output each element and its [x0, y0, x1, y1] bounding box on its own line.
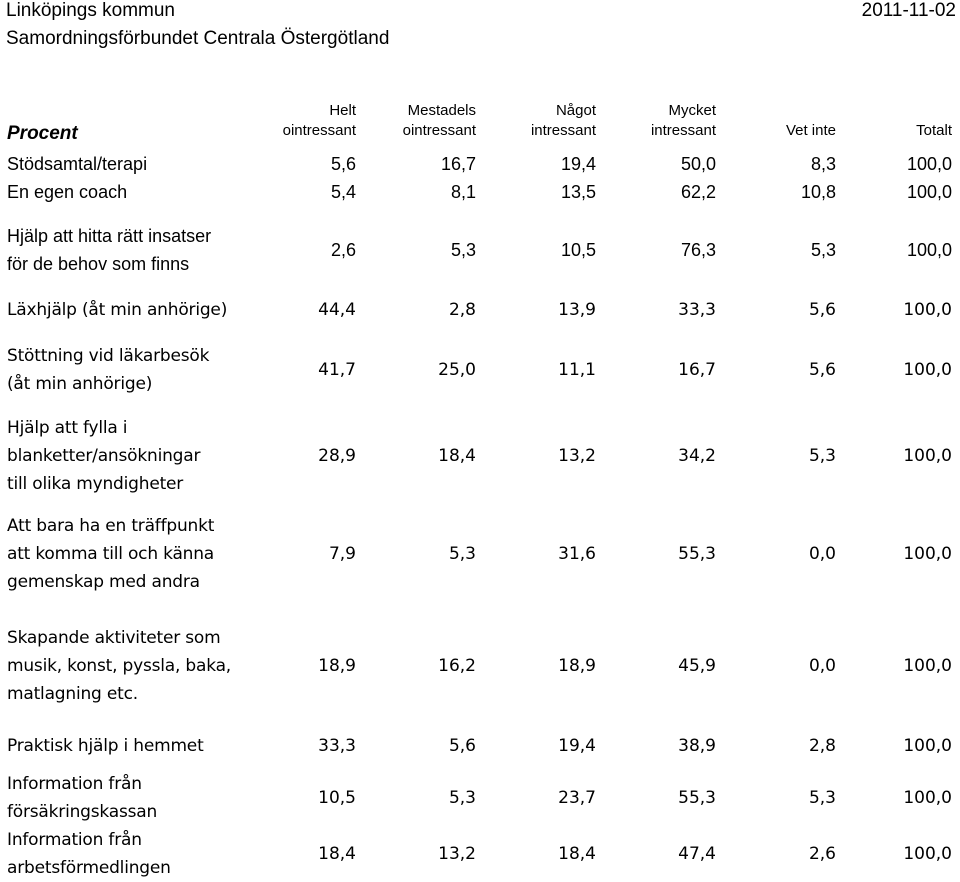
table-cell: 28,9 [318, 446, 356, 466]
table-cell: 8,3 [810, 154, 836, 174]
row-label: Information från försäkringskassan [7, 774, 158, 822]
column-header [616, 101, 716, 141]
table-cell: 100,0 [906, 240, 952, 260]
table-cell: 13,2 [558, 446, 596, 466]
row-label: Läxhjälp (åt min anhörige) [7, 300, 228, 320]
table-cell: 100,0 [903, 446, 952, 466]
table-cell: 38,9 [678, 736, 716, 756]
table-cell: 45,9 [678, 656, 716, 676]
table-cell: 5,3 [450, 240, 476, 260]
table-corner-label: Procent [7, 123, 78, 144]
table-cell: 18,9 [558, 656, 596, 676]
table-cell: 76,3 [680, 240, 716, 260]
row-label: Skapande aktiviteter som musik, konst, pyssla, baka, matlagning etc. [7, 628, 232, 704]
table-cell: 2,8 [448, 300, 476, 320]
table-cell: 2,6 [808, 844, 836, 864]
table-cell: 8,1 [450, 182, 476, 202]
organization-name: Linköpings kommun [6, 0, 175, 21]
column-header-line2: ointressant [402, 122, 476, 139]
row-label: Praktisk hjälp i hemmet [7, 736, 204, 756]
table-cell: 19,4 [560, 154, 596, 174]
row-label: Hjälp att fylla i blanketter/ansökningar till olika myndigheter [7, 418, 201, 494]
table-cell: 5,4 [330, 182, 356, 202]
table-cell: 100,0 [906, 154, 952, 174]
table-cell: 13,5 [560, 182, 596, 202]
table-cell: 2,8 [808, 736, 836, 756]
table-cell: 5,3 [448, 544, 476, 564]
table-cell: 18,4 [558, 844, 596, 864]
table-cell: 50,0 [680, 154, 716, 174]
table-cell: 5,6 [448, 736, 476, 756]
table-cell: 16,7 [440, 154, 476, 174]
organization-subtitle: Samordningsförbundet Centrala Östergötland [6, 28, 390, 49]
column-header-line2: intressant [530, 122, 596, 139]
row-label: En egen coach [7, 182, 128, 202]
table-cell: 55,3 [678, 788, 716, 808]
row-label: Hjälp att hitta rätt insatser för de behov som finns [7, 226, 212, 274]
table-cell: 2,6 [330, 240, 356, 260]
row-label: Stöttning vid läkarbesök (åt min anhörige) [7, 346, 210, 394]
row-label: Att bara ha en träffpunkt att komma till och känna gemenskap med andra [7, 516, 215, 592]
column-header [496, 101, 596, 141]
table-cell: 16,7 [678, 360, 716, 380]
table-cell: 18,4 [318, 844, 356, 864]
table-cell: 33,3 [318, 736, 356, 756]
report-date: 2011-11-02 [861, 0, 956, 21]
row-label: Information från arbetsförmedlingen [7, 830, 171, 878]
table-cell: 55,3 [678, 544, 716, 564]
column-header-line1: Mestadels [407, 102, 476, 119]
table-cell: 11,1 [558, 360, 596, 380]
column-header [376, 101, 476, 141]
table-cell: 100,0 [903, 656, 952, 676]
column-header-line2: Vet inte [785, 122, 836, 139]
column-header [852, 101, 952, 141]
table-cell: 100,0 [903, 788, 952, 808]
table-cell: 10,8 [800, 182, 836, 202]
column-header-line2: intressant [650, 122, 716, 139]
column-header-line2: ointressant [282, 122, 356, 139]
column-header-line1 [852, 101, 952, 121]
table-cell: 100,0 [903, 844, 952, 864]
column-header-line1 [736, 101, 836, 121]
table-cell: 41,7 [318, 360, 356, 380]
table-cell: 7,9 [328, 544, 356, 564]
table-cell: 5,3 [448, 788, 476, 808]
column-header-line1: Något [555, 102, 596, 119]
table-cell: 5,6 [808, 300, 836, 320]
row-label: Stödsamtal/terapi [7, 154, 148, 174]
table-cell: 100,0 [903, 544, 952, 564]
table-cell: 33,3 [678, 300, 716, 320]
table-cell: 10,5 [318, 788, 356, 808]
table-cell: 5,3 [810, 240, 836, 260]
table-cell: 13,2 [438, 844, 476, 864]
table-cell: 62,2 [680, 182, 716, 202]
table-cell: 100,0 [903, 360, 952, 380]
table-cell: 18,4 [438, 446, 476, 466]
column-header-line1: Mycket [668, 102, 716, 119]
table-cell: 19,4 [558, 736, 596, 756]
table-cell: 10,5 [560, 240, 596, 260]
table-cell: 16,2 [438, 656, 476, 676]
table-cell: 25,0 [438, 360, 476, 380]
table-cell: 5,3 [808, 446, 836, 466]
table-cell: 18,9 [318, 656, 356, 676]
table-cell: 13,9 [558, 300, 596, 320]
table-cell: 44,4 [318, 300, 356, 320]
table-cell: 34,2 [678, 446, 716, 466]
table-cell: 23,7 [558, 788, 596, 808]
column-header-line2: Totalt [916, 122, 952, 139]
column-header [736, 101, 836, 141]
table-cell: 31,6 [558, 544, 596, 564]
table-cell: 47,4 [678, 844, 716, 864]
table-cell: 0,0 [808, 656, 836, 676]
table-cell: 5,3 [808, 788, 836, 808]
table-cell: 5,6 [330, 154, 356, 174]
table-cell: 0,0 [808, 544, 836, 564]
column-header-line1: Helt [329, 102, 356, 119]
column-header [256, 101, 356, 141]
table-cell: 5,6 [808, 360, 836, 380]
table-cell: 100,0 [903, 300, 952, 320]
table-cell: 100,0 [906, 182, 952, 202]
table-cell: 100,0 [903, 736, 952, 756]
